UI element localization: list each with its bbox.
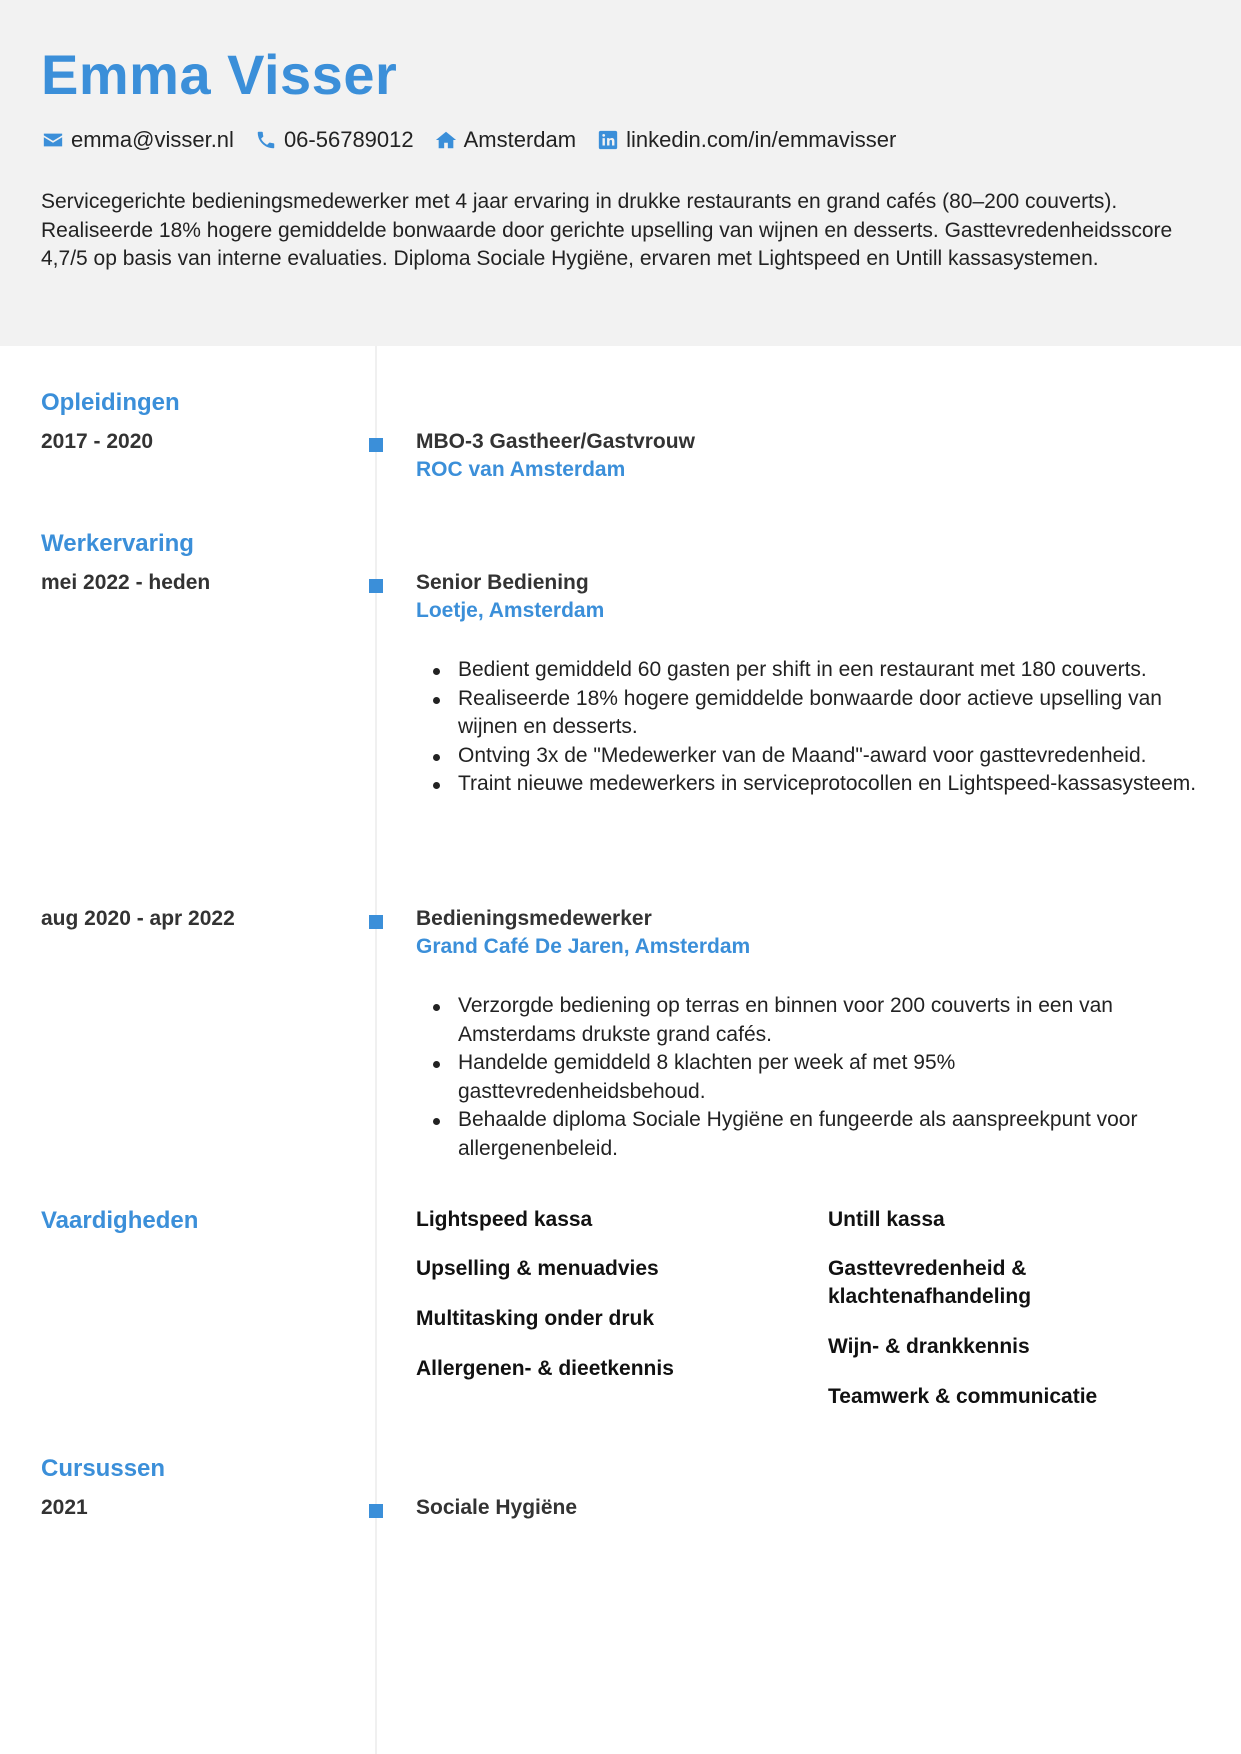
bullet-item: Bedient gemiddeld 60 gasten per shift in een restaurant met 180 couverts. [416,656,1206,685]
linkedin-icon [596,128,620,152]
section-title-skills: Vaardigheden [41,1207,199,1234]
bullet-item: Traint nieuwe medewerkers in serviceprotocollen en Lightspeed-kassasysteem. [416,770,1206,799]
skill-item: Teamwerk & communicatie [828,1385,1098,1408]
timeline-divider [375,346,377,1754]
section-title-experience: Werkervaring [41,530,194,557]
experience-org: Loetje, Amsterdam [416,599,605,622]
contact-bar [41,127,916,153]
bullet-item: Verzorgde bediening op terras en binnen voor 200 couverts in een van Amsterdams drukste grand cafés. [416,992,1206,1049]
skill-item: Multitasking onder druk [416,1307,655,1330]
skill-item: Untill kassa [828,1208,945,1231]
candidate-name: Emma Visser [41,43,398,106]
contact-location-text: Amsterdam [463,127,577,152]
timeline-marker [369,438,383,452]
experience-org: Grand Café De Jaren, Amsterdam [416,935,751,958]
contact-linkedin[interactable] [596,127,896,153]
bullet-item: Handelde gemiddeld 8 klachten per week af met 95% gasttevredenheidsbehoud. [416,1049,1206,1106]
education-date: 2017 - 2020 [41,430,154,453]
bullet-item: Ontving 3x de "Medewerker van de Maand"-award voor gasttevredenheid. [416,742,1206,771]
experience-bullets [416,992,1206,1163]
timeline-marker [369,915,383,929]
bullet-item: Behaalde diploma Sociale Hygiëne en fungeerde als aanspreekpunt voor allergenenbeleid. [416,1106,1206,1163]
section-title-education: Opleidingen [41,389,180,416]
experience-title: Senior Bediening [416,571,589,594]
experience-title: Bedieningsmedewerker [416,907,652,930]
contact-linkedin-text: linkedin.com/in/emmavisser [626,127,897,152]
skill-item: Upselling & menuadvies [416,1257,659,1280]
profile-summary: Servicegerichte bedieningsmedewerker met 4 jaar ervaring in drukke restaurants en grand cafés (80–200 couverts). Realiseerde 18% hogere gemiddelde bonwaarde door gerichte upselling van wijnen en desserts. Gasttevredenheidsscore 4,7/5 op basis van interne evaluaties. Diploma Sociale Hygiëne, ervaren met Lightspeed en Untill kassasystemen. [41,190,1173,270]
contact-phone-text: 06-56789012 [283,127,414,152]
envelope-icon [41,128,65,152]
contact-phone[interactable] [254,127,414,153]
section-title-courses: Cursussen [41,1455,166,1482]
contact-location [434,127,576,153]
skill-item: Gasttevredenheid & klachtenafhandeling [828,1257,1032,1308]
contact-email[interactable] [41,127,234,153]
experience-date: mei 2022 - heden [41,571,211,594]
skill-item: Lightspeed kassa [416,1208,593,1231]
contact-email-text: emma@visser.nl [71,127,234,152]
timeline-marker [369,1504,383,1518]
course-title: Sociale Hygiëne [416,1496,578,1519]
skill-item: Allergenen- & dieetkennis [416,1357,674,1380]
experience-date: aug 2020 - apr 2022 [41,907,235,930]
header [0,0,1241,346]
timeline-marker [369,579,383,593]
bullet-item: Realiseerde 18% hogere gemiddelde bonwaarde door actieve upselling van wijnen en desserts. [416,685,1206,742]
phone-icon [254,128,278,152]
experience-bullets [416,656,1206,799]
education-org: ROC van Amsterdam [416,458,626,481]
course-date: 2021 [41,1496,88,1519]
home-icon [434,128,458,152]
education-title: MBO-3 Gastheer/Gastvrouw [416,430,695,453]
skill-item: Wijn- & drankkennis [828,1335,1030,1358]
